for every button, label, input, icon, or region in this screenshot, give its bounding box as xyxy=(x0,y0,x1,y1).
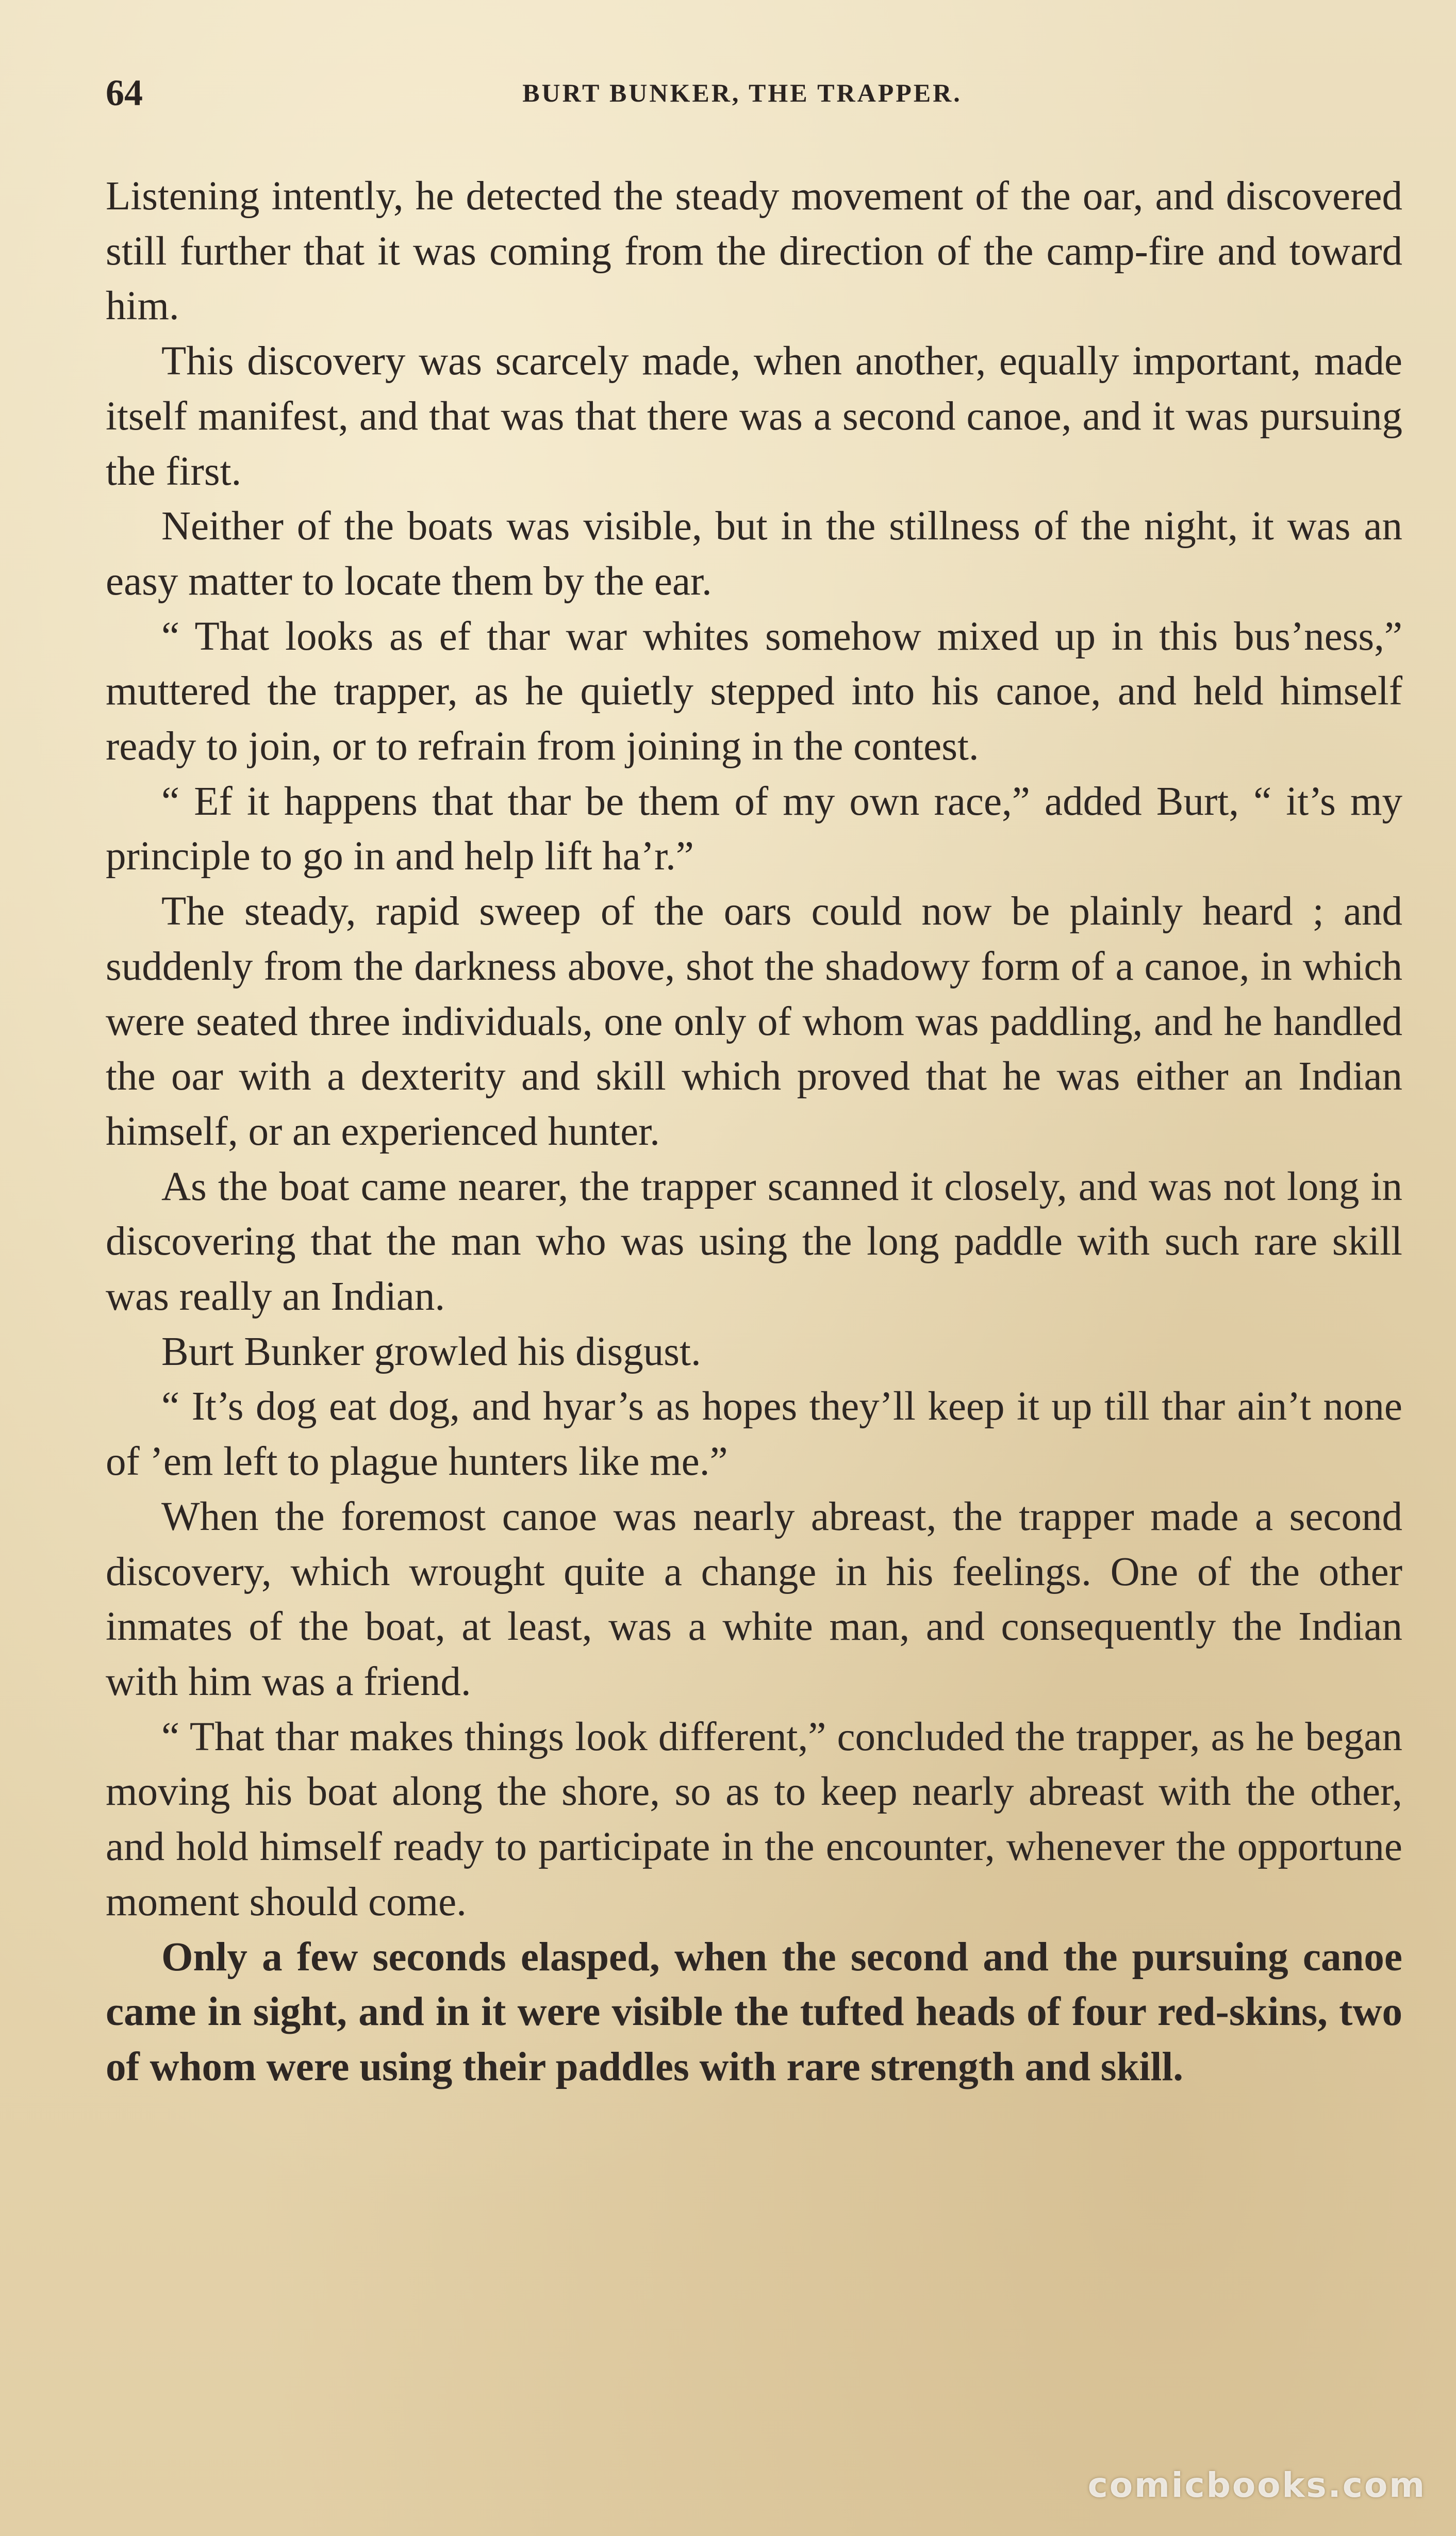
paragraph: Only a few seconds elasped, when the second and the pursuing canoe came in sight, and in it were visible the tufted heads of four red-skins, two of whom were using their paddles with rare strength and skill. xyxy=(106,1934,1402,2089)
paragraph: Neither of the boats was visible, but in the stillness of the night, it was an easy matter to locate them by the ear. xyxy=(106,504,1402,604)
paragraph: Listening intently, he detected the steady movement of the oar, and discovered still further that it was coming from the direction of the camp-fire and toward him. xyxy=(106,174,1402,329)
paragraph: “ It’s dog eat dog, and hyar’s as hopes they’ll keep it up till thar ain’t none of ’em left to plague hunters like me.” xyxy=(106,1384,1402,1485)
paragraph: As the boat came nearer, the trapper scanned it closely, and was not long in discovering that the man who was using the long paddle with such rare skill was really an Indian. xyxy=(106,1164,1402,1320)
paragraph: The steady, rapid sweep of the oars could now be plainly heard ; and suddenly from the darkness above, shot the shadowy form of a canoe, in which were seated three individuals, one only of whom was paddling, and he handled the oar with a dexterity and skill which proved that he was either an Indian himself, or an experienced hunter. xyxy=(106,889,1402,1154)
page-header xyxy=(106,72,1379,113)
paragraph: This discovery was scarcely made, when another, equally important, made itself manifest, and that was that there was a second canoe, and it was pursuing the first. xyxy=(106,339,1402,494)
paragraph: “ That thar makes things look different,” concluded the trapper, as he began moving his boat along the shore, so as to keep nearly abreast with the other, and hold himself ready to participate in the encounter, whenever the opportune moment should come. xyxy=(106,1714,1402,1924)
watermark: comicbooks.com xyxy=(1087,2465,1426,2505)
paragraph: “ That looks as ef thar war whites somehow mixed up in this bus’ness,” muttered the trapper, as he quietly stepped into his canoe, and held himself ready to join, or to refrain from joining in the contest. xyxy=(106,614,1402,769)
paragraph: When the foremost canoe was nearly abreast, the trapper made a second discovery, which wrought quite a change in his feelings. One of the other inmates of the boat, at least, was a white man, and consequently the Indian with him was a friend. xyxy=(106,1494,1402,1704)
running-title: BURT BUNKER, THE TRAPPER. xyxy=(522,78,962,107)
body-text xyxy=(106,169,1402,2095)
paragraph: Burt Bunker growled his disgust. xyxy=(161,1329,701,1374)
page-number: 64 xyxy=(106,72,143,113)
paragraph: “ Ef it happens that thar be them of my own race,” added Burt, “ it’s my principle to go in and help lift ha’r.” xyxy=(106,779,1402,879)
